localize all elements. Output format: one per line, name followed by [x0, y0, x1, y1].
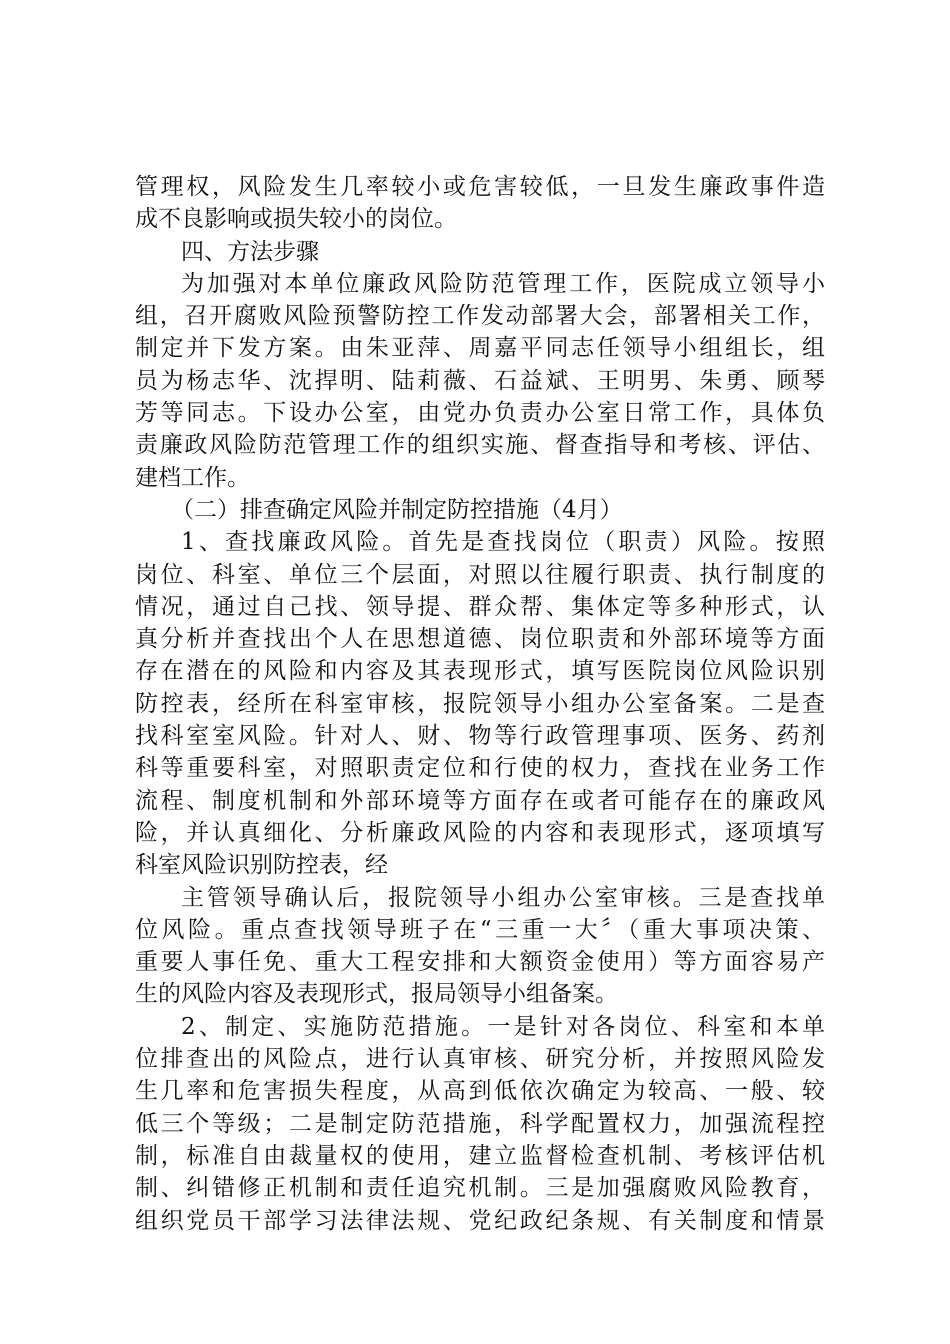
text-line: 主管领导确认后，报院领导小组办公室审核。三是查找单 — [181, 884, 825, 911]
text-line: 流程、制度机制和外部环境等方面存在或者可能存在的廉政风 — [135, 787, 825, 814]
paragraph-3 — [135, 526, 825, 881]
text-line: 生的风险内容及表现形式，报局领导小组备案。 — [135, 981, 618, 1008]
text-line: 真分析并查找出个人在思想道德、岗位职责和外部环境等方面 — [135, 626, 825, 653]
text-line: 险，并认真细化、分析廉政风险的内容和表现形式，逐项填写 — [135, 819, 825, 846]
text-line: 建档工作。 — [135, 464, 250, 491]
text-line: 科室风险识别防控表，经 — [135, 852, 388, 879]
paragraph-1 — [135, 171, 825, 236]
text-line: 芳等同志。下设办公室，由党办负责办公室日常工作，具体负 — [135, 400, 825, 427]
subsection-heading-2: （二）排查确定风险并制定防控措施（4月） — [171, 496, 623, 523]
text-line: 重要人事任免、重大工程安排和大额资金使用）等方面容易产 — [135, 949, 825, 976]
text-line: 生几率和危害损失程度，从高到低依次确定为较高、一般、较 — [135, 1078, 825, 1105]
text-line: 组织党员干部学习法律法规、党纪政纪条规、有关制度和情景 — [135, 1207, 825, 1234]
text-line: 情况，通过自己找、领导提、群众帮、集体定等多种形式，认 — [135, 593, 825, 620]
text-line: 责廉政风险防范管理工作的组织实施、督查指导和考核、评估、 — [135, 432, 825, 459]
paragraph-4 — [135, 882, 825, 1011]
text-line: 为加强对本单位廉政风险防范管理工作，医院成立领导小 — [181, 270, 825, 297]
text-line: 2、制定、实施防范措施。一是针对各岗位、科室和本单 — [181, 1013, 825, 1040]
text-line: 找科室室风险。针对人、财、物等行政管理事项、医务、药剂 — [135, 723, 825, 750]
paragraph-2 — [135, 268, 825, 494]
text-line: 1、查找廉政风险。首先是查找岗位（职责）风险。按照 — [181, 529, 825, 556]
paragraph-5 — [135, 1011, 825, 1237]
text-line: 科等重要科室，对照职责定位和行使的权力，查找在业务工作 — [135, 755, 825, 782]
text-line: 制定并下发方案。由朱亚萍、周嘉平同志任领导小组组长，组 — [135, 335, 825, 362]
text-line: 位排查出的风险点，进行认真审核、研究分析，并按照风险发 — [135, 1046, 825, 1073]
text-line: 防控表，经所在科室审核，报院领导小组办公室备案。二是查 — [135, 690, 825, 717]
text-line: 制、纠错修正机制和责任追究机制。三是加强腐败风险教育， — [135, 1175, 825, 1202]
text-line: 管理权，风险发生几率较小或危害较低，一旦发生廉政事件造 — [135, 174, 825, 200]
text-line: 低三个等级；二是制定防范措施，科学配置权力，加强流程控 — [135, 1110, 825, 1137]
text-line: 制，标准自由裁量权的使用，建立监督检查机制、考核评估机 — [135, 1142, 825, 1169]
section-heading-4: 四、方法步骤 — [181, 238, 319, 265]
text-line: 存在潜在的风险和内容及其表现形式，填写医院岗位风险识别 — [135, 658, 825, 685]
text-line: 位风险。重点查找领导班子在“三重一大〞（重大事项决策、 — [135, 916, 825, 943]
text-line: 组，召开腐败风险预警防控工作发动部署大会，部署相关工作， — [135, 303, 825, 330]
text-line: 岗位、科室、单位三个层面，对照以往履行职责、执行制度的 — [135, 561, 825, 588]
text-line: 成不良影响或损失较小的岗位。 — [135, 206, 457, 233]
text-line: 员为杨志华、沈捍明、陆莉薇、石益斌、王明男、朱勇、顾琴 — [135, 367, 825, 394]
document-page — [135, 171, 825, 1237]
